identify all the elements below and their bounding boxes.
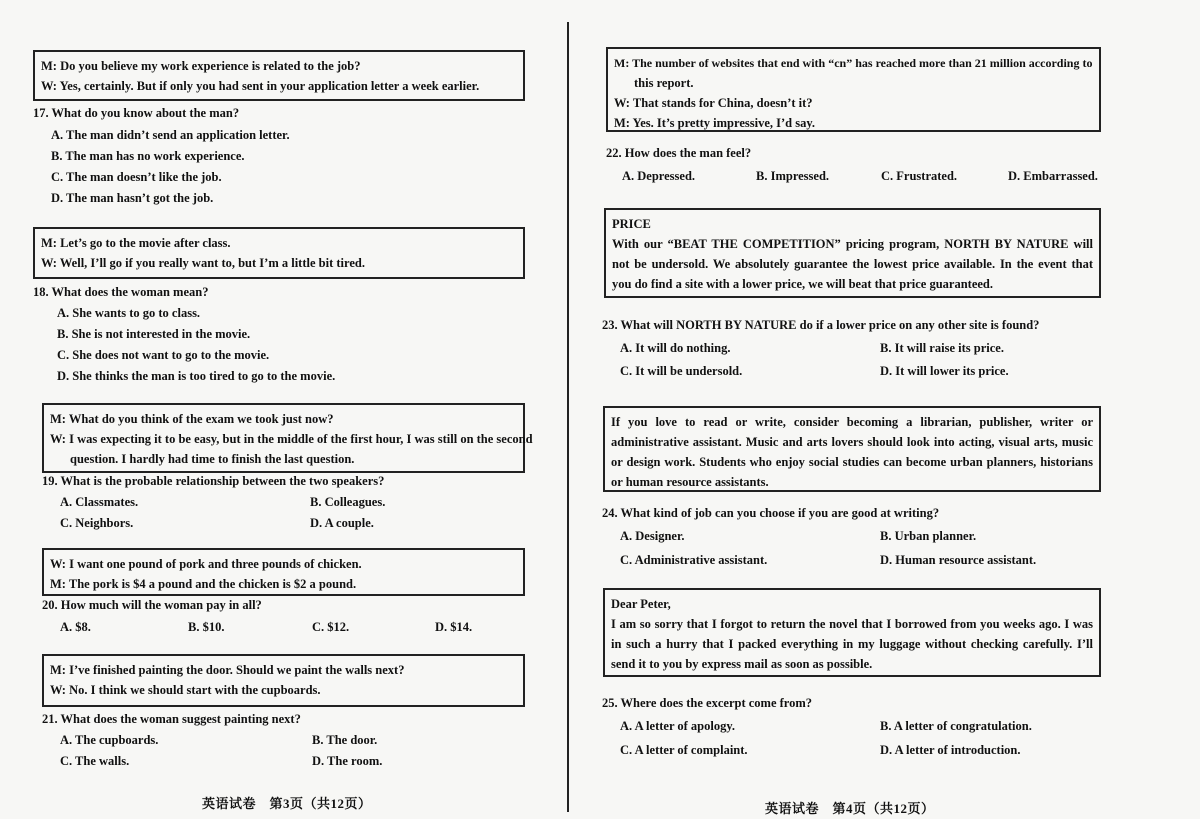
option-21b: B. The door. <box>312 733 378 747</box>
option-19c: C. Neighbors. <box>60 516 134 530</box>
option-20a: A. $8. <box>60 620 91 634</box>
dialogue-16: M: Do you believe my work experience is related to the job? W: Yes, certainly. But if only you had sent in your application letter a week earlier. <box>33 50 525 101</box>
option-22d: D. Embarrassed. <box>1008 169 1098 183</box>
page-footer-right: 英语试卷 第4页（共12页） <box>765 801 935 816</box>
passage-25: Dear Peter, I am so sorry that I forgot to return the novel that I borrowed from you weeks ago. I was in such a hurry that I packed everything in my luggage without checking carefully. I’ll send it to you by express mail as soon as possible. <box>603 588 1101 677</box>
option-24c: C. Administrative assistant. <box>620 553 768 567</box>
option-23d: D. It will lower its price. <box>880 364 1009 378</box>
option-21a: A. The cupboards. <box>60 733 159 747</box>
option-18c: C. She does not want to go to the movie. <box>57 348 270 362</box>
option-22c: C. Frustrated. <box>881 169 958 183</box>
option-23a: A. It will do nothing. <box>620 341 731 355</box>
question-20: 20. How much will the woman pay in all? <box>42 598 262 612</box>
question-21: 21. What does the woman suggest painting next? <box>42 712 301 726</box>
option-17c: C. The man doesn’t like the job. <box>51 170 222 184</box>
question-17: 17. What do you know about the man? <box>33 106 240 120</box>
dialogue-18: M: Let’s go to the movie after class. W: Well, I’ll go if you really want to, but I’m a little bit tired. <box>33 227 525 279</box>
question-22: 22. How does the man feel? <box>606 146 752 160</box>
option-24b: B. Urban planner. <box>880 529 977 543</box>
option-20c: C. $12. <box>312 620 350 634</box>
option-25b: B. A letter of congratulation. <box>880 719 1032 733</box>
option-21c: C. The walls. <box>60 754 130 768</box>
question-19: 19. What is the probable relationship between the two speakers? <box>42 474 385 488</box>
option-23b: B. It will raise its price. <box>880 341 1004 355</box>
option-25a: A. A letter of apology. <box>620 719 736 733</box>
option-19d: D. A couple. <box>310 516 374 530</box>
option-17a: A. The man didn’t send an application letter. <box>51 128 290 142</box>
question-23: 23. What will NORTH BY NATURE do if a lower price on any other site is found? <box>602 318 1040 332</box>
option-22a: A. Depressed. <box>622 169 696 183</box>
passage-24: If you love to read or write, consider becoming a librarian, publisher, writer or administrative assistant. Music and arts lovers should look into acting, visual arts, music or design work. Students who enjoy social studies can become urban planners, historians or human resource assistants. <box>603 406 1101 492</box>
page-divider <box>567 22 569 812</box>
option-17b: B. The man has no work experience. <box>51 149 245 163</box>
option-23c: C. It will be undersold. <box>620 364 743 378</box>
passage-23: PRICE With our “BEAT THE COMPETITION” pricing program, NORTH BY NATURE will not be undersold. We absolutely guarantee the lowest price available. In the event that you do find a site with a lower price, we will beat that price guaranteed. <box>604 208 1101 298</box>
option-20d: D. $14. <box>435 620 473 634</box>
dialogue-20: W: I want one pound of pork and three pounds of chicken. M: The pork is $4 a pound and the chicken is $2 a pound. <box>42 548 525 596</box>
question-18: 18. What does the woman mean? <box>33 285 209 299</box>
question-25: 25. Where does the excerpt come from? <box>602 696 813 710</box>
option-19a: A. Classmates. <box>60 495 139 509</box>
option-18d: D. She thinks the man is too tired to go to the movie. <box>57 369 336 383</box>
question-24: 24. What kind of job can you choose if you are good at writing? <box>602 506 940 520</box>
dialogue-22: M: The number of websites that end with “cn” has reached more than 21 million according to this report. W: That stands for China, doesn’t it? M: Yes. It’s pretty impressive, I’d say. <box>606 47 1101 132</box>
dialogue-19: M: What do you think of the exam we took just now? W: I was expecting it to be easy, but in the middle of the first hour, I was still on the second question. I hardly had time to finish the last question. <box>42 403 525 473</box>
option-20b: B. $10. <box>188 620 225 634</box>
option-18b: B. She is not interested in the movie. <box>57 327 251 341</box>
option-24a: A. Designer. <box>620 529 685 543</box>
option-24d: D. Human resource assistant. <box>880 553 1037 567</box>
page-footer-left: 英语试卷 第3页（共12页） <box>202 796 372 811</box>
option-21d: D. The room. <box>312 754 383 768</box>
option-17d: D. The man hasn’t got the job. <box>51 191 214 205</box>
option-25d: D. A letter of introduction. <box>880 743 1021 757</box>
option-22b: B. Impressed. <box>756 169 830 183</box>
option-25c: C. A letter of complaint. <box>620 743 748 757</box>
option-18a: A. She wants to go to class. <box>57 306 201 320</box>
option-19b: B. Colleagues. <box>310 495 386 509</box>
dialogue-21: M: I’ve finished painting the door. Should we paint the walls next? W: No. I think we should start with the cupboards. <box>42 654 525 707</box>
